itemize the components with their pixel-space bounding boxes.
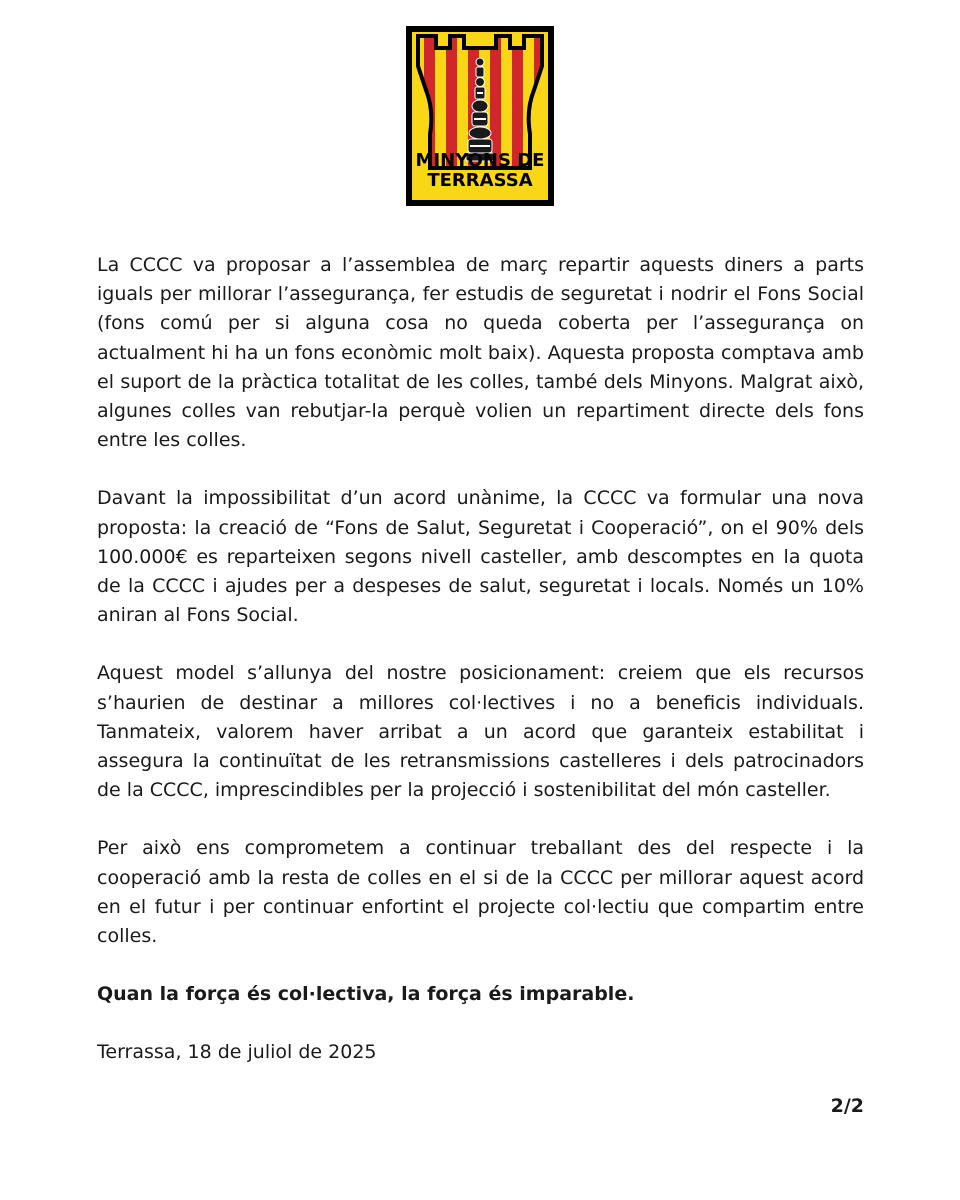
logo-text-line1: MINYONS DE [415,150,545,171]
paragraph-4: Per això ens comprometem a continuar treballant des del respecte i la cooperació amb la resta de colles en el si de la CCCC per millorar aquest acord en el futur i per continuar enfortint el projecte col·lectiu que compartim entre colles. [97,837,864,948]
paragraph-2: Davant la impossibilitat d’un acord unànime, la CCCC va formular una nova proposta: la creació de “Fons de Salut, Seguretat i Cooperació”, on el 90% dels 100.000€ es reparteixen segons nivell casteller, amb descomptes en la quota de la CCCC i ajudes per a despeses de salut, seguretat i locals. Només un 10% aniran al Fons Social. [97,487,864,627]
minyons-de-terrassa-logo [406,26,554,206]
logo-emblem [406,26,554,206]
dateline: Terrassa, 18 de juliol de 2025 [97,1041,377,1064]
statement-body [97,251,864,1068]
paragraph-1: La CCCC va proposar a l’assemblea de març repartir aquests diners a parts iguals per millorar l’assegurança, fer estudis de seguretat i nodrir el Fons Social (fons comú per si alguna cosa no queda coberta per l’assegurança on actualment hi ha un fons econòmic molt baix). Aquesta proposta comptava amb el suport de la pràctica totalitat de les colles, també dels Minyons. Malgrat això, algunes colles van rebutjar-la perquè volien un repartiment directe dels fons entre les colles. [97,254,864,452]
paragraph-3: Aquest model s’allunya del nostre posicionament: creiem que els recursos s’haurien de destinar a millores col·lectives i no a beneficis individuals. Tanmateix, valorem haver arribat a un acord que garanteix estabilitat i assegura la continuïtat de les retransmissions castelleres i dels patrocinadors de la CCCC, imprescindibles per la projecció i sostenibilitat del món casteller. [97,662,864,802]
closing-slogan: Quan la força és col·lectiva, la força és imparable. [97,983,635,1006]
page-number: 2/2 [830,1095,864,1117]
logo-text-line2: TERRASSA [427,170,533,191]
